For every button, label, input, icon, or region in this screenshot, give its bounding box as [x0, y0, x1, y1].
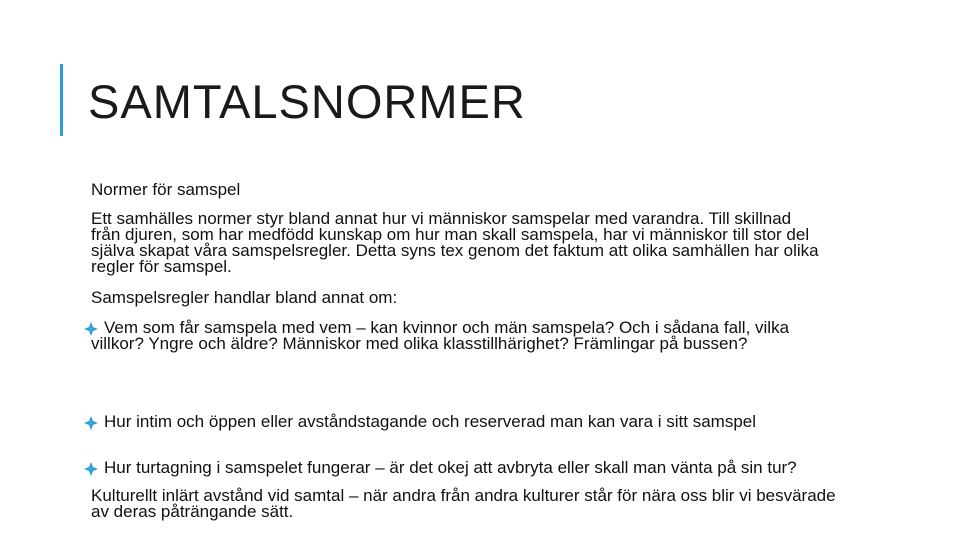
intro-paragraph: Ett samhälles normer styr bland annat hur vi människor samspelar med varandra. Till skillnad från djuren, som har medfödd kunskap om hur man skall samspela, har vi människor till stor del själva skapat våra samspelsregler. Detta syns tex genom det faktum att olika samhällen har olika regler för samspel.	[91, 209, 819, 276]
slide-title: SAMTALSNORMER	[88, 75, 526, 128]
bullet-text: Vem som får samspela med vem – kan kvinnor och män samspela? Och i sådana fall, vilka villkor? Yngre och äldre? Människor med olika klasstillhärighet? Främlingar på bussen?	[91, 318, 790, 353]
title-accent-bar	[60, 64, 63, 136]
closing-paragraph: Kulturellt inlärt avstånd vid samtal – när andra från andra kulturer står för nära oss blir vi besvärade av deras påträngande sätt.	[91, 486, 836, 521]
bullet-item	[91, 414, 851, 430]
subheading: Normer för samspel	[91, 180, 241, 199]
diamond-bullet-icon	[84, 322, 98, 336]
bullet-item	[91, 320, 831, 352]
lead-in-paragraph: Samspelsregler handlar bland annat om:	[91, 288, 398, 307]
diamond-bullet-icon	[84, 416, 98, 430]
bullet-item	[91, 460, 851, 476]
bullet-text: Hur intim och öppen eller avståndstagande och reserverad man kan vara i sitt samspel	[104, 412, 757, 431]
diamond-bullet-icon	[84, 462, 98, 476]
bullet-text: Hur turtagning i samspelet fungerar – är det okej att avbryta eller skall man vänta på sin tur?	[104, 458, 797, 477]
